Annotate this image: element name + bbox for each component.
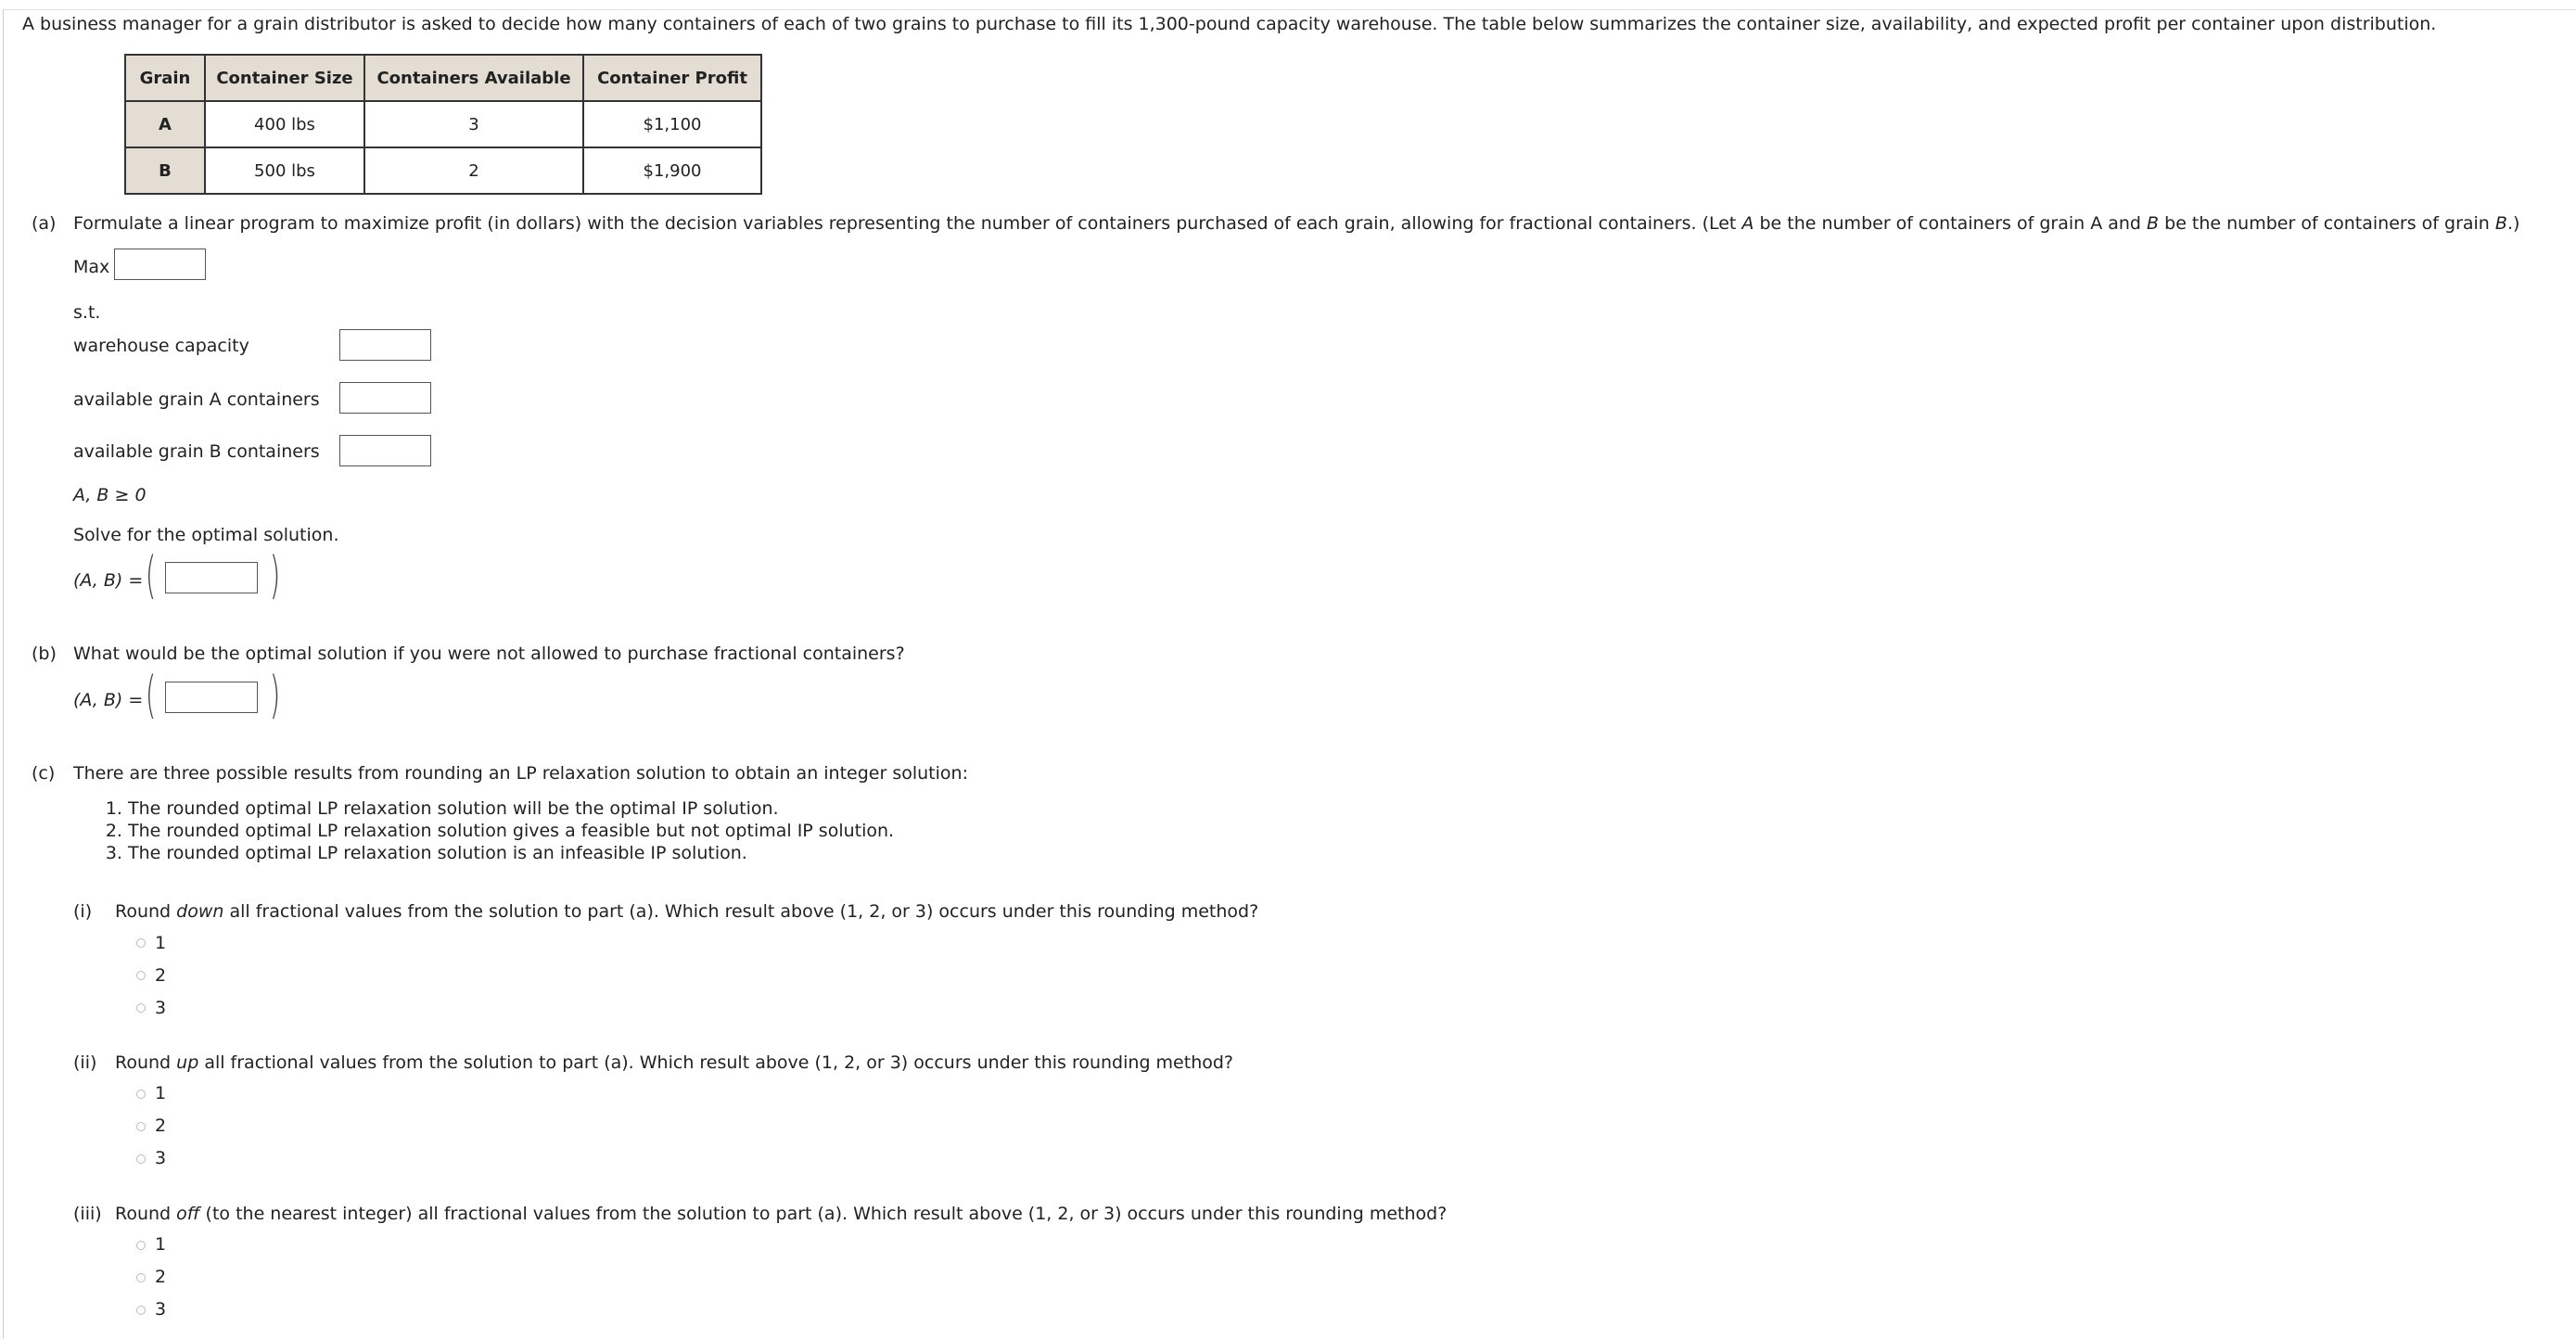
sub-i-pre: Round — [115, 901, 177, 922]
header-container-profit: Container Profit — [583, 55, 761, 101]
right-paren: ) — [269, 666, 281, 724]
table-row — [125, 147, 761, 194]
sub-i-em: down — [176, 901, 224, 922]
nonnegativity-constraint: A, B ≥ 0 — [73, 485, 147, 505]
header-grain: Grain — [125, 55, 205, 101]
radio-i-1[interactable] — [136, 938, 146, 948]
radio-i-3-label: 3 — [155, 998, 167, 1018]
part-a-text-mid1: be the number of containers of grain A and — [1753, 213, 2148, 234]
radio-ii-2-label: 2 — [155, 1116, 167, 1136]
rounding-results-list — [74, 797, 894, 864]
table-row — [125, 101, 761, 147]
radio-iii-3[interactable] — [136, 1306, 146, 1315]
constraint-grain-a-label: available grain A containers — [73, 389, 320, 410]
part-a-text-mid2: be the number of containers of grain — [2159, 213, 2495, 234]
part-b-label: (b) — [32, 644, 57, 664]
grain-a-containers-input[interactable] — [339, 382, 431, 414]
grain-b-containers-input[interactable] — [339, 435, 431, 466]
header-container-size: Container Size — [205, 55, 364, 101]
radio-iii-1-label: 1 — [155, 1234, 167, 1255]
radio-ii-3[interactable] — [136, 1154, 146, 1164]
radio-ii-2[interactable] — [136, 1122, 146, 1131]
table-cell: 3 — [364, 101, 583, 147]
part-a-text-end: .) — [2506, 213, 2520, 234]
sub-ii-em: up — [176, 1052, 199, 1073]
objective-input[interactable] — [114, 249, 206, 280]
var-b: B — [2147, 213, 2160, 234]
list-item: 1. The rounded optimal LP relaxation solution will be the optimal IP solution. — [128, 797, 894, 820]
radio-iii-2[interactable] — [136, 1273, 146, 1282]
sub-ii-pre: Round — [115, 1052, 177, 1073]
sub-iii-question — [115, 1204, 1447, 1224]
part-a-label: (a) — [32, 213, 57, 234]
radio-i-3[interactable] — [136, 1003, 146, 1013]
sub-ii-label: (ii) — [73, 1052, 97, 1073]
sub-ii-question — [115, 1052, 1233, 1073]
sub-i-label: (i) — [73, 901, 93, 922]
table-cell: 400 lbs — [205, 101, 364, 147]
top-divider — [3, 9, 2576, 10]
table-cell: B — [125, 147, 205, 194]
solve-instruction: Solve for the optimal solution. — [73, 525, 339, 545]
sub-i-question — [115, 901, 1258, 922]
sub-ii-post: all fractional values from the solution to part (a). Which result above (1, 2, or 3) occurs under this rounding method? — [198, 1052, 1234, 1073]
header-containers-available: Containers Available — [364, 55, 583, 101]
st-label: s.t. — [73, 302, 101, 323]
radio-ii-1[interactable] — [136, 1090, 146, 1099]
sub-iii-label: (iii) — [73, 1204, 102, 1224]
left-divider — [3, 9, 4, 1339]
radio-i-1-label: 1 — [155, 933, 167, 953]
part-c-question: There are three possible results from rounding an LP relaxation solution to obtain an integer solution: — [73, 763, 968, 784]
radio-iii-1[interactable] — [136, 1241, 146, 1250]
radio-i-2[interactable] — [136, 971, 146, 980]
max-label: Max — [73, 257, 110, 277]
table-cell: 500 lbs — [205, 147, 364, 194]
constraint-grain-b-label: available grain B containers — [73, 441, 320, 462]
radio-ii-1-label: 1 — [155, 1083, 167, 1103]
part-b-ab-label: (A, B) = — [73, 690, 144, 710]
part-c-label: (c) — [32, 763, 56, 784]
intro-text: A business manager for a grain distributor is asked to decide how many containers of each of two grains to purchase to fill its 1,300-pound capacity warehouse. The table below summarizes the container size, availability, and expected profit per container upon distribution. — [22, 14, 2437, 34]
part-b-question: What would be the optimal solution if you were not allowed to purchase fractional containers? — [73, 644, 905, 664]
radio-i-2-label: 2 — [155, 965, 167, 986]
radio-iii-3-label: 3 — [155, 1299, 167, 1320]
warehouse-capacity-input[interactable] — [339, 329, 431, 361]
left-paren: ( — [145, 546, 157, 605]
grain-table — [124, 54, 762, 195]
sub-iii-post: (to the nearest integer) all fractional values from the solution to part (a). Which result above (1, 2, or 3) occurs under this rounding method? — [199, 1204, 1447, 1224]
part-b-solution-input[interactable] — [165, 682, 258, 713]
table-cell: $1,900 — [583, 147, 761, 194]
table-cell: $1,100 — [583, 101, 761, 147]
radio-iii-2-label: 2 — [155, 1267, 167, 1287]
part-a-text-before: Formulate a linear program to maximize profit (in dollars) with the decision variables representing the number of containers purchased of each grain, allowing for fractional containers. (Let — [73, 213, 1742, 234]
table-cell: 2 — [364, 147, 583, 194]
left-paren: ( — [145, 666, 157, 724]
sub-i-post: all fractional values from the solution to part (a). Which result above (1, 2, or 3) occurs under this rounding method? — [223, 901, 1259, 922]
sub-iii-pre: Round — [115, 1204, 177, 1224]
var-a: A — [1741, 213, 1754, 234]
constraint-warehouse-label: warehouse capacity — [73, 336, 249, 356]
table-header-row — [125, 55, 761, 101]
list-item: 2. The rounded optimal LP relaxation solution gives a feasible but not optimal IP solution. — [128, 820, 894, 842]
part-a-solution-input[interactable] — [165, 562, 258, 593]
sub-iii-em: off — [176, 1204, 200, 1224]
var-b-2: B — [2494, 213, 2507, 234]
right-paren: ) — [269, 546, 281, 605]
table-cell: A — [125, 101, 205, 147]
list-item: 3. The rounded optimal LP relaxation solution is an infeasible IP solution. — [128, 842, 894, 864]
part-a-ab-label: (A, B) = — [73, 570, 144, 591]
part-a-question — [73, 213, 2519, 234]
radio-ii-3-label: 3 — [155, 1148, 167, 1168]
